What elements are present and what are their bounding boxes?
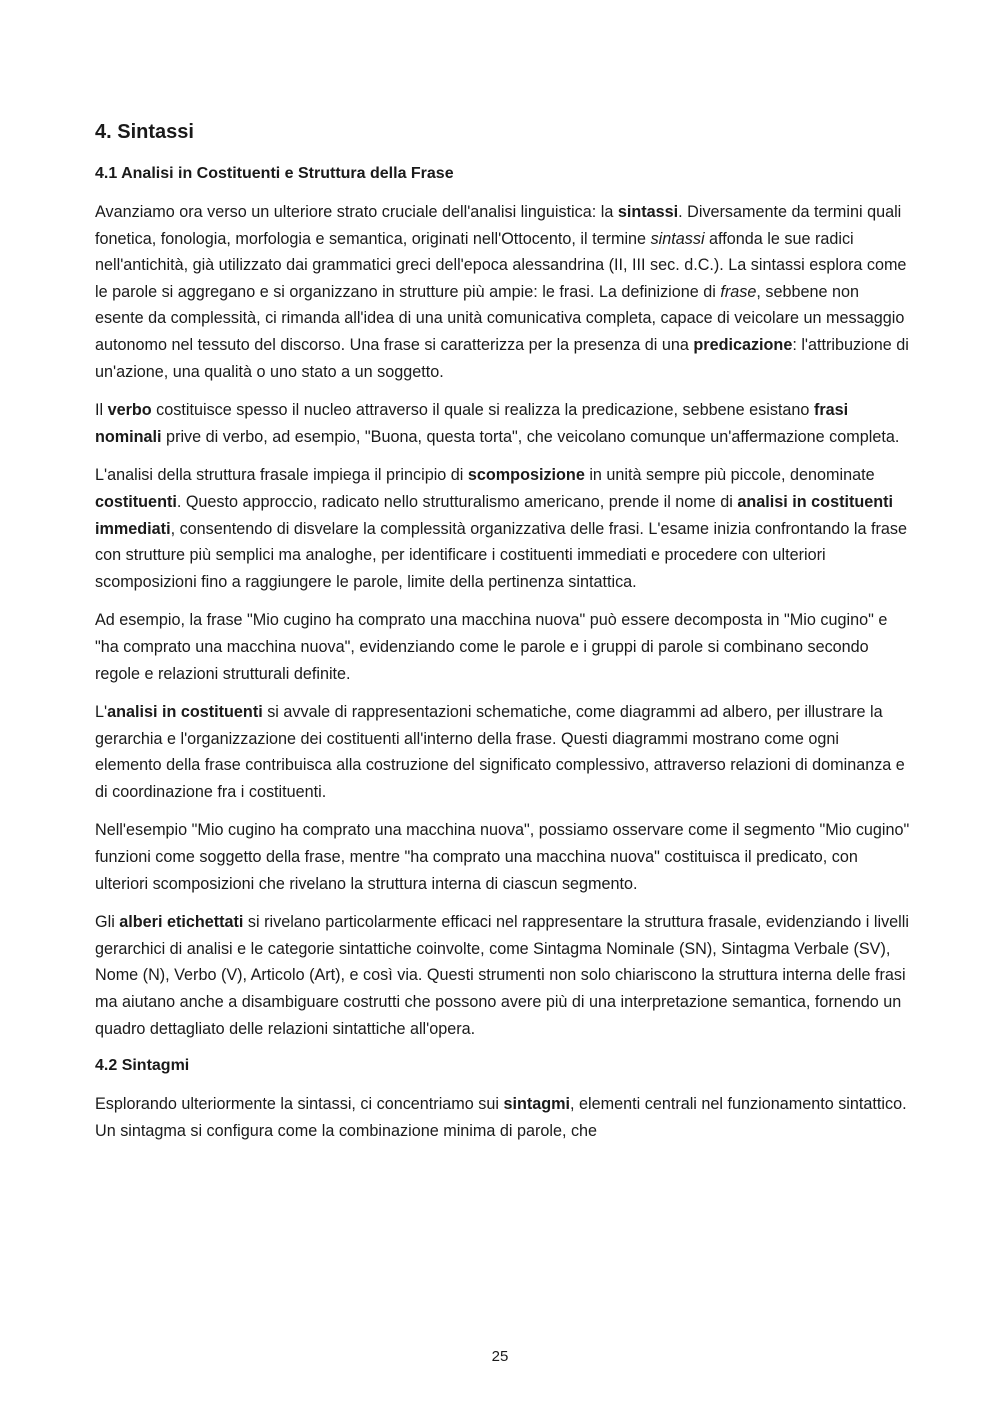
italic-term: frase (720, 282, 757, 301)
bold-term: frasi nominali (95, 401, 849, 446)
paragraph (95, 462, 910, 595)
paragraph: Ad esempio, la frase "Mio cugino ha comprato una macchina nuova" può essere decomposta in "Mio cugino" e "ha comprato una macchina nuova", evidenziando come le parole e i gruppi di parole si combinano secondo regole e relazioni strutturali definite. (95, 611, 888, 683)
text-run: , sebbene non esente da complessità, ci rimanda all'idea di una unità comunicativa completa, capace di veicolare un messaggio autonomo nel tessuto del discorso. Una frase si caratterizza per la presenza di una (95, 282, 905, 354)
text-run: Il (95, 401, 108, 420)
bold-term: verbo (107, 401, 152, 420)
bold-term: sintagmi (503, 1095, 571, 1114)
bold-term: analisi in costituenti (107, 703, 263, 722)
text-run: si rivelano particolarmente efficaci nel rappresentare la struttura frasale, evidenziando i livelli gerarchici di analisi e le categorie sintattiche coinvolte, come Sintagma Nominale (SN), Sintagma Verbale (SV), Nome (N), Verbo (V), Articolo (Art), e così via. Questi strumenti non solo chiariscono la struttura interna delle frasi ma aiutano anche a disambiguare costrutti che possono avere più di una interpretazione semantica, fornendo un quadro dettagliato delle relazioni sintattiche all'opera. (95, 913, 909, 1038)
text-run: Gli (95, 913, 120, 932)
italic-term: sintassi (650, 229, 705, 248)
section-title: 4. Sintassi (95, 121, 194, 143)
bold-term: alberi etichettati (119, 913, 244, 932)
page-number: 25 (491, 1348, 509, 1365)
paragraph (95, 1091, 910, 1144)
bold-term: analisi in costituenti immediati (95, 492, 894, 538)
paragraph: Nell'esempio "Mio cugino ha comprato una macchina nuova", possiamo osservare come il segmento "Mio cugino" funzioni come soggetto della frase, mentre "ha comprato una macchina nuova" costituisca il predicato, con ulteriori scomposizioni che rivelano la struttura interna di ciascun segmento. (95, 821, 910, 893)
text-run: , consentendo di disvelare la complessità organizzativa delle frasi. L'esame inizia confrontando la frase con strutture più semplici ma analoghe, per identificare i costituenti immediati e procedere con ulteriori scomposizioni fino a raggiungere le parole, limite della pertinenza sintattica. (95, 519, 908, 591)
subsection-title: 4.2 Sintagmi (95, 1057, 190, 1075)
page-body (95, 118, 910, 1156)
text-run: . Questo approccio, radicato nello strutturalismo americano, prende il nome di (176, 492, 738, 511)
text-run: , elementi centrali nel funzionamento sintattico. Un sintagma si configura come la combinazione minima di parole, che (95, 1095, 907, 1140)
text-run: Avanziamo ora verso un ulteriore strato cruciale dell'analisi linguistica: la (95, 203, 618, 221)
bold-term: scomposizione (467, 466, 585, 485)
paragraph (95, 909, 910, 1042)
text-run: : l'attribuzione di un'azione, una qualità o uno stato a un soggetto. (95, 335, 909, 381)
text-run: Esplorando ulteriormente la sintassi, ci concentriamo sui (95, 1095, 504, 1114)
text-run: affonda le sue radici nell'antichità, già utilizzato dai grammatici greci dell'epoca alessandrina (II, III sec. d.C.). La sintassi esplora come le parole si aggregano e si organizzano in strutture più ampie: le frasi. La definizione di (95, 229, 907, 301)
bold-term: predicazione (693, 335, 793, 354)
text-run: L' (95, 703, 108, 722)
text-run: . Diversamente da termini quali fonetica, fonologia, morfologia e semantica, originati nell'Ottocento, il termine (95, 203, 902, 248)
bold-term: costituenti (95, 492, 177, 511)
text-run: in unità sempre più piccole, denominate (584, 466, 875, 485)
text-run: prive di verbo, ad esempio, "Buona, questa torta", che veicolano comunque un'affermazione completa. (161, 427, 900, 446)
bold-term: sintassi (617, 203, 679, 221)
paragraph (95, 699, 910, 805)
paragraph (95, 199, 910, 385)
subsection-title: 4.1 Analisi in Costituenti e Struttura della Frase (95, 165, 454, 182)
text-run: costituisce spesso il nucleo attraverso il quale si realizza la predicazione, sebbene esistano (151, 401, 814, 420)
paragraph (95, 397, 910, 450)
text-run: si avvale di rappresentazioni schematiche, come diagrammi ad albero, per illustrare la gerarchia e l'organizzazione dei costituenti all'interno della frase. Questi diagrammi mostrano come ogni elemento della frase contribuisca alla costruzione del significato complessivo, attraverso relazioni di dominanza e di coordinazione fra i costituenti. (95, 703, 905, 801)
text-run: L'analisi della struttura frasale impiega il principio di (95, 466, 468, 485)
